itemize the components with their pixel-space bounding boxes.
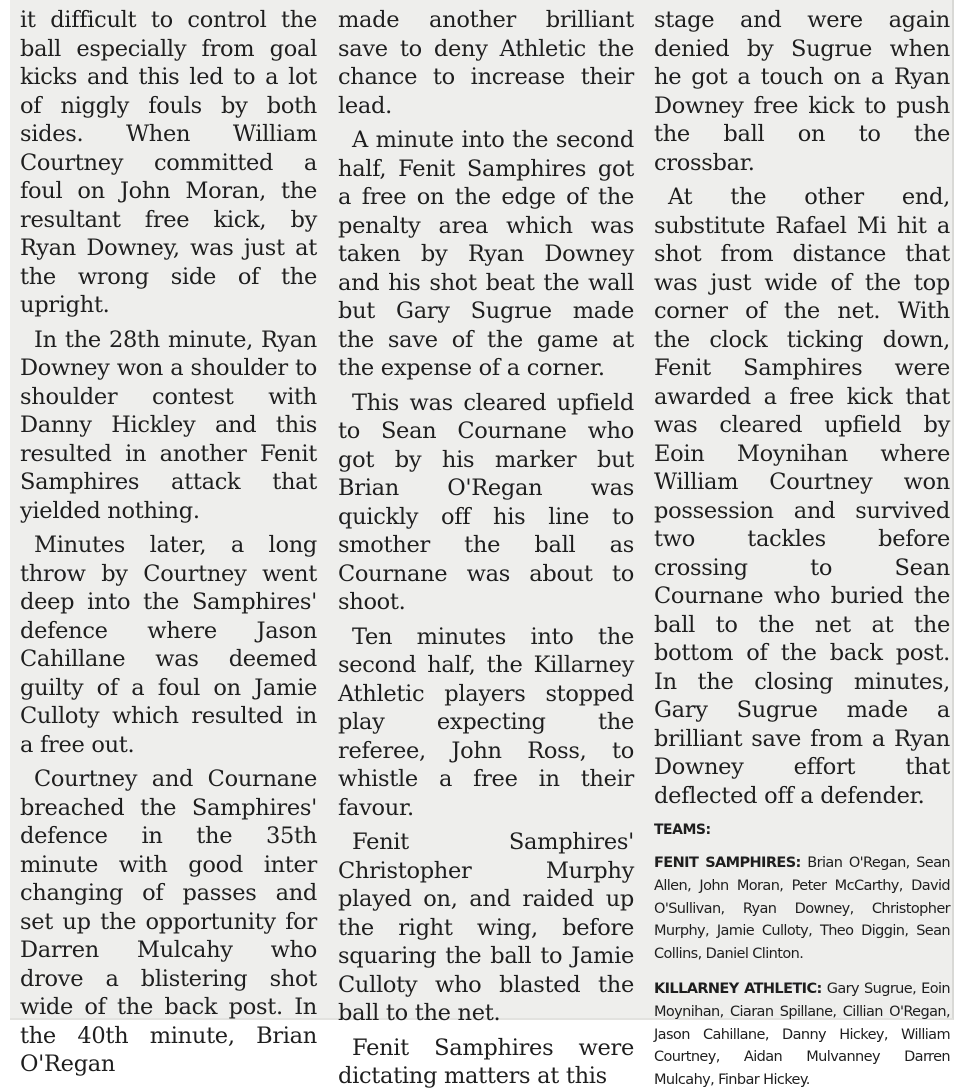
fenit-label: FENIT SAMPHIRES: — [654, 855, 801, 871]
paragraph: stage and were again denied by Sugrue when he got a touch on a Ryan Downey free kick to push the ball on to the crossbar. — [654, 7, 950, 176]
newspaper-clipping — [10, 0, 954, 1089]
fenit-players: Brian O'Regan, Sean Allen, John Moran, Peter McCarthy, David O'Sullivan, Ryan Downey, Christopher Murphy, Jamie Culloty, Theo Diggin, Sean Collins, Daniel Clinton. — [654, 855, 950, 963]
article-column-1 — [20, 6, 317, 1079]
paragraph: made another brilliant save to deny Athletic the chance to increase their lead. — [338, 7, 634, 119]
paragraph: Ten minutes into the second half, the Killarney Athletic players stopped play expecting the referee, John Ross, to whistle a free in their favour. — [338, 623, 634, 821]
paragraph: This was cleared upfield to Sean Cournane who got by his marker but Brian O'Regan was quickly off his line to smother the ball as Cournane was about to shoot. — [338, 389, 634, 615]
paragraph: Minutes later, a long throw by Courtney went deep into the Samphires' defence where Jason Cahillane was deemed guilty of a foul on Jamie Culloty which resulted in a free out. — [20, 532, 317, 758]
article-column-2 — [338, 6, 634, 1091]
paragraph: Courtney and Cournane breached the Samphires' defence in the 35th minute with good inter changing of passes and set up the opportunity for Darren Mulcahy who drove a blistering shot wide of the back post. In the 40th minute, Brian O'Regan — [20, 766, 317, 1077]
article-column-3 — [654, 6, 950, 1092]
killarney-players: Gary Sugrue, Eoin Moynihan, Ciaran Spillane, Cillian O'Regan, Jason Cahillane, Danny Hickey, William Courtney, Aidan Mulvanney Darren Mulcahy, Finbar Hickey. — [654, 980, 950, 1089]
teams-heading: TEAMS: — [654, 822, 711, 838]
paragraph: it difficult to control the ball especially from goal kicks and this led to a lot of niggly fouls by both sides. When William Courtney committed a foul on John Moran, the resultant free kick, by Ryan Downey, was just at the wrong side of the upright. — [20, 7, 317, 318]
killarney-lineup — [654, 978, 950, 1092]
paragraph: At the other end, substitute Rafael Mi hit a shot from distance that was just wide of the top corner of the net. With the clock ticking down, Fenit Samphires were awarded a free kick that was cleared upfield by Eoin Moynihan where William Courtney won possession and survived two tackles before crossing to Sean Cournane who buried the ball to the net at the bottom of the back post. In the closing minutes, Gary Sugrue made a brilliant save from a Ryan Downey effort that deflected off a defender. — [654, 184, 950, 809]
paragraph: In the 28th minute, Ryan Downey won a shoulder to shoulder contest with Danny Hickley and this resulted in another Fenit Samphires attack that yielded nothing. — [20, 326, 317, 524]
killarney-label: KILLARNEY ATHLETIC: — [654, 980, 822, 997]
paragraph: Fenit Samphires' Christopher Murphy played on, and raided up the right wing, before squaring the ball to Jamie Culloty who blasted the ball to the net. — [338, 829, 634, 1026]
fenit-lineup — [654, 852, 950, 966]
paragraph: Fenit Samphires were dictating matters at this — [338, 1034, 634, 1089]
paragraph: A minute into the second half, Fenit Samphires got a free on the edge of the penalty area which was taken by Ryan Downey and his shot beat the wall but Gary Sugrue made the save of the game at the expense of a corner. — [338, 127, 634, 381]
